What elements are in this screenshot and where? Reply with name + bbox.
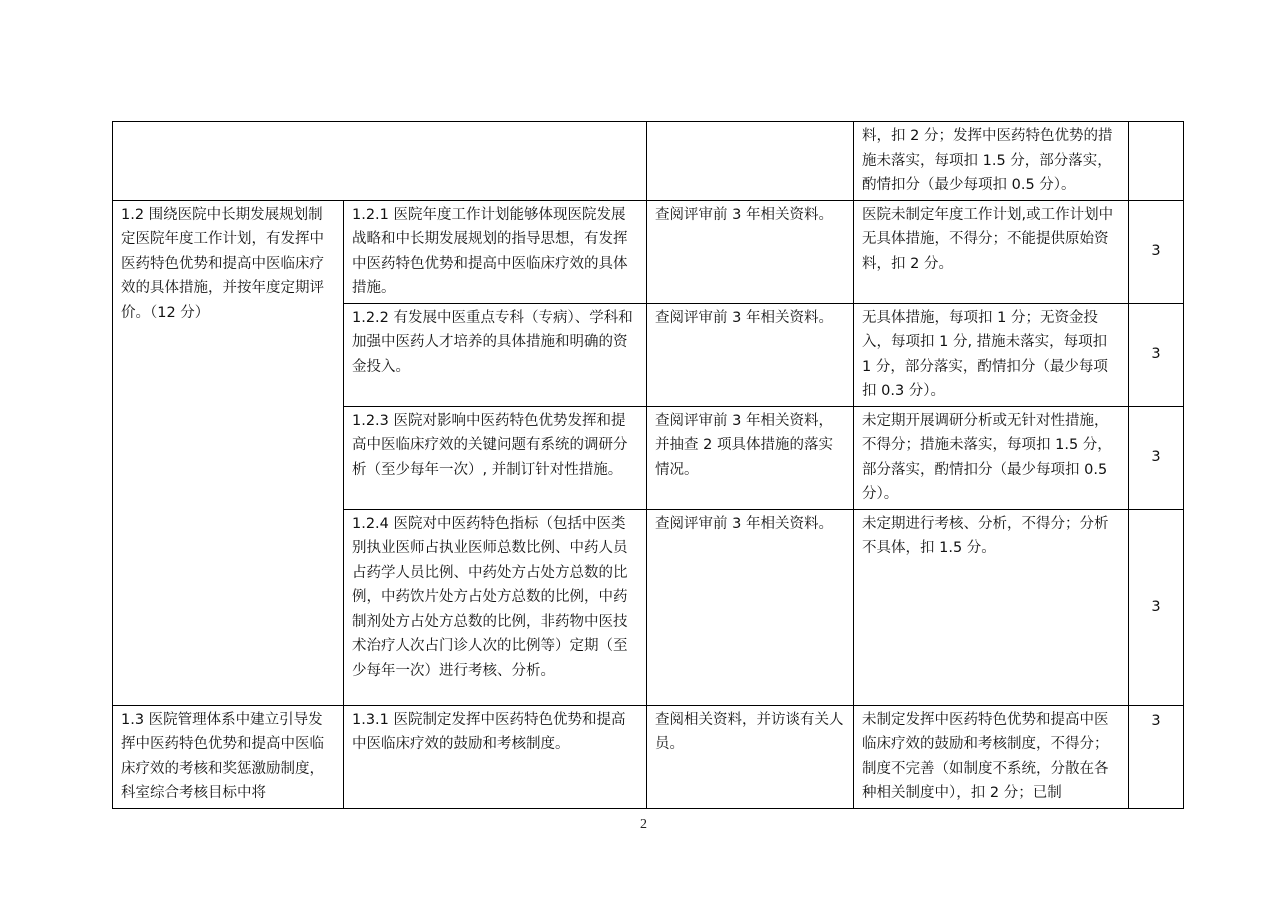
item-cell: 1.2 围绕医院中长期发展规划制定医院年度工作计划，有发挥中医药特色优势和提高中医临床疗效的具体措施，并按年度定期评价。（12 分） [113,200,344,705]
item-cell: 1.3 医院管理体系中建立引导发挥中医药特色优势和提高中医临床疗效的考核和奖惩激励制度，科室综合考核目标中将 [113,705,344,808]
item-cell [113,122,647,201]
standard-cell: 1.2.3 医院对影响中医药特色优势发挥和提高中医临床疗效的关键问题有系统的调研分析（至少每年一次）, 并制订针对性措施。 [344,406,647,509]
deduction-cell: 无具体措施，每项扣 1 分；无资金投入，每项扣 1 分, 措施未落实，每项扣 1 分，部分落实，酌情扣分（最少每项扣 0.3 分）。 [854,303,1129,406]
table-row [113,200,1184,303]
evaluation-table [112,121,1184,809]
method-cell: 查阅评审前 3 年相关资料。 [647,303,854,406]
method-cell: 查阅评审前 3 年相关资料，并抽查 2 项具体措施的落实情况。 [647,406,854,509]
deduction-cell: 未定期开展调研分析或无针对性措施，不得分；措施未落实，每项扣 1.5 分，部分落实，酌情扣分（最少每项扣 0.5 分）。 [854,406,1129,509]
standard-cell: 1.3.1 医院制定发挥中医药特色优势和提高中医临床疗效的鼓励和考核制度。 [344,705,647,808]
table-row [113,705,1184,808]
deduction-cell: 未制定发挥中医药特色优势和提高中医临床疗效的鼓励和考核制度，不得分；制度不完善（如制度不系统，分散在各种相关制度中），扣 2 分；已制 [854,705,1129,808]
standard-cell: 1.2.2 有发展中医重点专科（专病）、学科和加强中医药人才培养的具体措施和明确的资金投入。 [344,303,647,406]
method-cell: 查阅相关资料，并访谈有关人员。 [647,705,854,808]
deduction-cell: 医院未制定年度工作计划,或工作计划中无具体措施，不得分；不能提供原始资料，扣 2 分。 [854,200,1129,303]
deduction-cell: 料，扣 2 分；发挥中医药特色优势的措施未落实，每项扣 1.5 分，部分落实，酌情扣分（最少每项扣 0.5 分）。 [854,122,1129,201]
page-number: 2 [640,817,647,832]
method-cell [647,122,854,201]
score-cell: 3 [1129,200,1184,303]
score-cell: 3 [1129,509,1184,705]
method-cell: 查阅评审前 3 年相关资料。 [647,200,854,303]
score-cell: 3 [1129,705,1184,808]
standard-cell: 1.2.4 医院对中医药特色指标（包括中医类别执业医师占执业医师总数比例、中药人员占药学人员比例、中药处方占处方总数的比例，中药饮片处方占处方总数的比例，中药制剂处方占处方总数的比例，非药物中医技术治疗人次占门诊人次的比例等）定期（至少每年一次）进行考核、分析。 [344,509,647,705]
method-cell: 查阅评审前 3 年相关资料。 [647,509,854,705]
table-row [113,122,1184,201]
score-cell: 3 [1129,406,1184,509]
score-cell [1129,122,1184,201]
deduction-cell: 未定期进行考核、分析，不得分；分析不具体，扣 1.5 分。 [854,509,1129,705]
standard-cell: 1.2.1 医院年度工作计划能够体现医院发展战略和中长期发展规划的指导思想，有发挥中医药特色优势和提高中医临床疗效的具体措施。 [344,200,647,303]
score-cell: 3 [1129,303,1184,406]
